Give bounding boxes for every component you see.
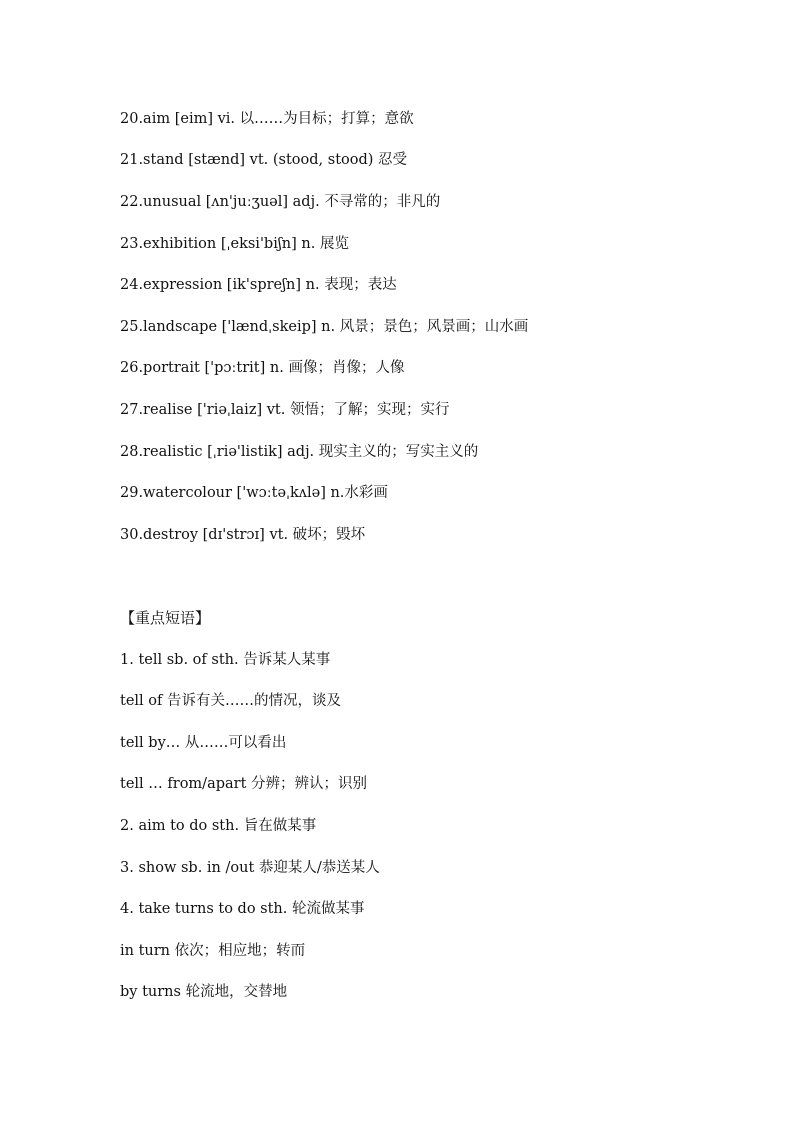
vocab-item-realistic: 28.realistic [ˌriə'listik] adj. 现实主义的；写实主义的 — [120, 444, 479, 460]
phrase-item: tell by… 从……可以看出 — [120, 735, 287, 751]
vocab-item-watercolour: 29.watercolour ['wɔːtəˌkʌlə] n.水彩画 — [120, 485, 388, 501]
vocab-item-destroy: 30.destroy [dɪ'strɔɪ] vt. 破坏；毁坏 — [120, 527, 366, 543]
phrase-item: tell of 告诉有关……的情况，谈及 — [120, 693, 341, 709]
vocab-item-unusual: 22.unusual [ʌn'juːʒuəl] adj. 不寻常的；非凡的 — [120, 194, 441, 210]
phrase-item: 3. show sb. in /out 恭迎某人/恭送某人 — [120, 860, 380, 876]
vocab-item-exhibition: 23.exhibition [ˌeksi'biʃn] n. 展览 — [120, 236, 349, 252]
vocab-item-landscape: 25.landscape ['lændˌskeip] n. 风景；景色；风景画；山水画 — [120, 319, 529, 335]
section-heading-key-phrases: 【重点短语】 — [120, 609, 211, 627]
vocab-item-expression: 24.expression [ik'spreʃn] n. 表现；表达 — [120, 277, 397, 293]
phrase-item: 2. aim to do sth. 旨在做某事 — [120, 818, 317, 834]
phrase-item: 4. take turns to do sth. 轮流做某事 — [120, 901, 365, 917]
vocab-item-stand: 21.stand [stænd] vt. (stood, stood) 忍受 — [120, 152, 408, 168]
phrase-item: by turns 轮流地，交替地 — [120, 984, 288, 1000]
phrase-item: tell … from/apart 分辨；辨认；识别 — [120, 776, 368, 792]
phrase-item: 1. tell sb. of sth. 告诉某人某事 — [120, 652, 331, 668]
vocab-item-portrait: 26.portrait ['pɔːtrit] n. 画像；肖像；人像 — [120, 360, 405, 376]
vocab-item-aim: 20.aim [eim] vi. 以……为目标；打算；意欲 — [120, 111, 414, 127]
phrase-item: in turn 依次；相应地；转而 — [120, 943, 306, 959]
vocab-item-realise: 27.realise ['riəˌlaiz] vt. 领悟；了解；实现；实行 — [120, 402, 450, 418]
